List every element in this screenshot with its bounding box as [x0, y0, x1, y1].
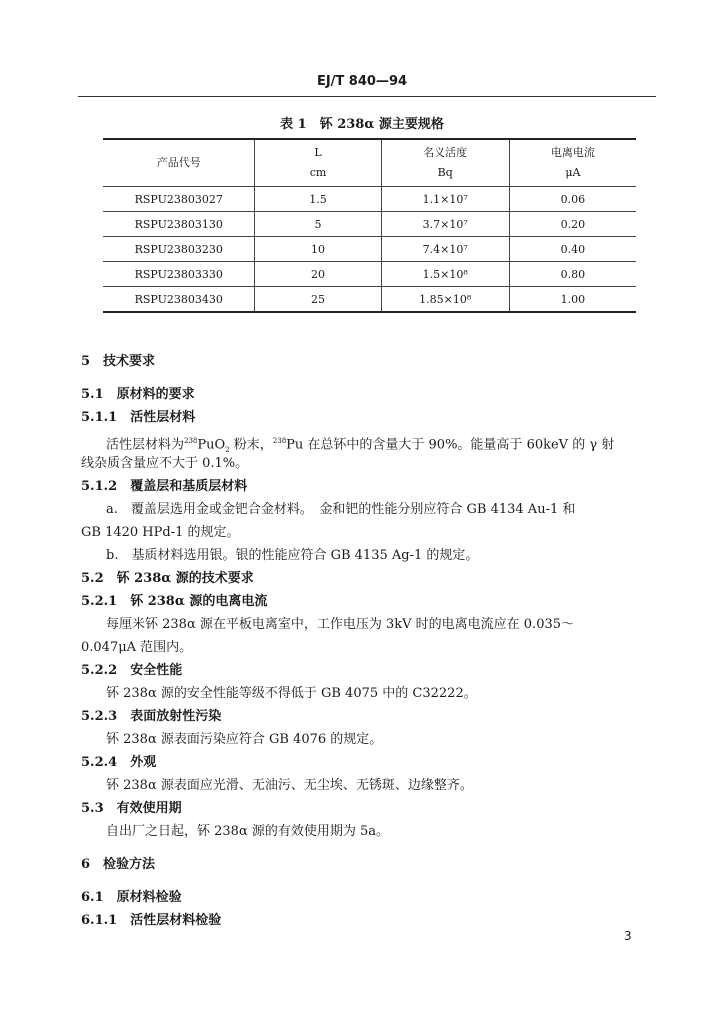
table-cell: 0.20: [509, 212, 636, 237]
section-heading-6-1: 6.1 原材料检验: [81, 890, 182, 905]
table-cell: 25: [255, 287, 381, 313]
spec-table: [103, 138, 636, 313]
table-row: [103, 187, 636, 212]
section-heading-5-1-2: 5.1.2 覆盖层和基质层材料: [81, 479, 248, 494]
paragraph-5-1-2-a-line1: a. 覆盖层选用金或金钯合金材料。 金和钯的性能分别应符合 GB 4134 Au-1 和: [106, 502, 576, 517]
running-header: EJ/T 840—94: [316, 74, 408, 89]
header-rule: [78, 96, 656, 97]
header-cell: L cm: [255, 139, 381, 187]
table-cell: 1.5: [255, 187, 381, 212]
paragraph-5-1-2-b: b. 基质材料选用银。银的性能应符合 GB 4135 Ag-1 的规定。: [106, 548, 479, 563]
section-heading-5-2: 5.2 钚 238α 源的技术要求: [81, 571, 254, 586]
page-number: 3: [624, 929, 632, 943]
table-cell: RSPU23803430: [103, 287, 255, 313]
table-row: [103, 212, 636, 237]
table-row: [103, 287, 636, 313]
table-cell: RSPU23803230: [103, 237, 255, 262]
section-heading-5-2-3: 5.2.3 表面放射性污染: [81, 709, 222, 724]
paragraph-5-2-1-line2: 0.047μA 范围内。: [81, 640, 193, 655]
header-cell: 名义活度 Bq: [381, 139, 509, 187]
section-heading-5: 5 技术要求: [81, 354, 156, 369]
paragraph-5-1-2-a-line2: GB 1420 HPd-1 的规定。: [81, 525, 240, 540]
table-cell: 1.5×10⁸: [381, 262, 509, 287]
table-header-row: [103, 139, 636, 187]
table-cell: 0.06: [509, 187, 636, 212]
table-cell: 10: [255, 237, 381, 262]
table-row: [103, 237, 636, 262]
section-heading-6-1-1: 6.1.1 活性层材料检验: [81, 913, 222, 928]
table-cell: RSPU23803330: [103, 262, 255, 287]
section-heading-5-2-2: 5.2.2 安全性能: [81, 663, 183, 678]
table-cell: 0.40: [509, 237, 636, 262]
header-cell: 产品代号: [103, 139, 255, 187]
section-heading-5-1: 5.1 原材料的要求: [81, 387, 195, 402]
section-heading-6: 6 检验方法: [81, 857, 156, 872]
table-cell: 5: [255, 212, 381, 237]
section-heading-5-3: 5.3 有效使用期: [81, 801, 182, 816]
table-cell: RSPU23803130: [103, 212, 255, 237]
paragraph-5-1-1-line1: 活性层材料为$^{238}$PuO$_2$ 粉末，$^{238}$Pu 在总钚中的含量大于 90%。能量高于 60keV 的 γ 射: [106, 437, 615, 454]
table-cell: 20: [255, 262, 381, 287]
paragraph-5-2-3: 钚 238α 源表面污染应符合 GB 4076 的规定。: [106, 732, 383, 747]
paragraph-5-3: 自出厂之日起，钚 238α 源的有效使用期为 5a。: [106, 824, 390, 839]
table-cell: 1.1×10⁷: [381, 187, 509, 212]
paragraph-5-2-2: 钚 238α 源的安全性能等级不得低于 GB 4075 中的 C32222。: [106, 686, 477, 701]
section-heading-5-2-1: 5.2.1 钚 238α 源的电离电流: [81, 594, 268, 609]
paragraph-5-1-1-line2: 线杂质含量应不大于 0.1%。: [81, 456, 249, 471]
header-cell: 电离电流 μA: [509, 139, 636, 187]
table-cell: 1.00: [509, 287, 636, 313]
section-heading-5-1-1: 5.1.1 活性层材料: [81, 410, 196, 425]
paragraph-5-2-1-line1: 每厘米钚 238α 源在平板电离室中，工作电压为 3kV 时的电离电流应在 0.035～: [106, 617, 575, 632]
table-cell: 7.4×10⁷: [381, 237, 509, 262]
paragraph-5-2-4: 钚 238α 源表面应光滑、无油污、无尘埃、无锈斑、边缘整齐。: [106, 778, 473, 793]
table-cell: 0.80: [509, 262, 636, 287]
table-cell: 1.85×10⁸: [381, 287, 509, 313]
table-row: [103, 262, 636, 287]
table-caption: 表 1 钚 238α 源主要规格: [280, 117, 444, 132]
table-cell: 3.7×10⁷: [381, 212, 509, 237]
section-heading-5-2-4: 5.2.4 外观: [81, 755, 157, 770]
table-cell: RSPU23803027: [103, 187, 255, 212]
